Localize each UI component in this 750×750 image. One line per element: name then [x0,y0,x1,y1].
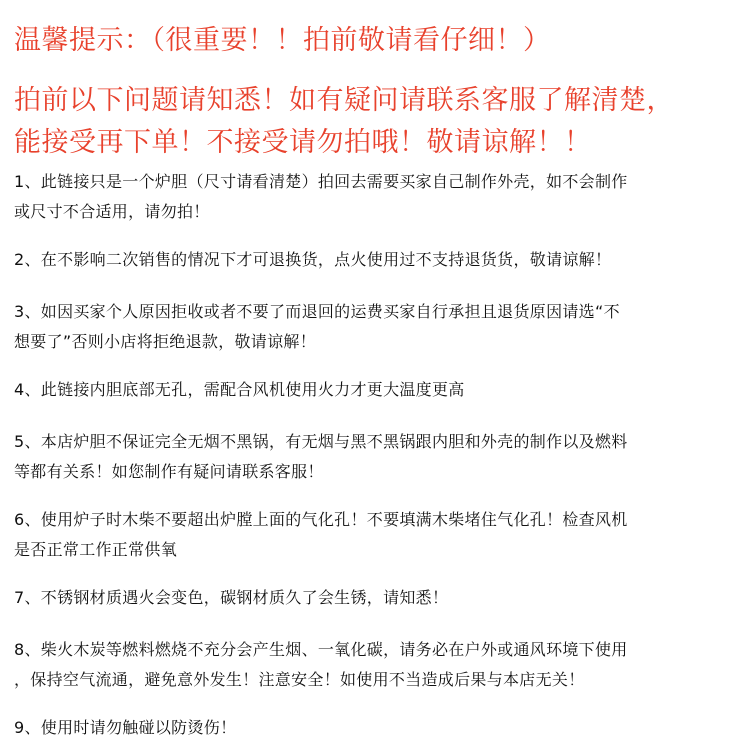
notice-item-2 [14,245,736,275]
notice-item-2-line-1: 2、在不影响二次销售的情况下才可退换货，点火使用过不支持退货货，敬请谅解！ [14,250,612,269]
notice-item-8-line-2: ，保持空气流通，避免意外发生！注意安全！如使用不当造成后果与本店无关！ [14,670,585,689]
notice-item-5-line-1: 5、本店炉胆不保证完全无烟不黑锅，有无烟与黑不黑锅跟内胆和外壳的制作以及燃料 [14,432,628,451]
notice-warning-line-2: 能接受再下单！不接受请勿拍哦！敬请谅解！！ [14,127,592,158]
notice-item-7 [14,583,736,613]
notice-item-5-line-2: 等都有关系！如您制作有疑问请联系客服！ [14,462,324,481]
notice-item-7-line-1: 7、不锈钢材质遇火会变色，碳钢材质久了会生锈，请知悉！ [14,588,449,607]
notice-item-6-line-2: 是否正常工作正常供氧 [14,540,178,559]
notice-item-1 [14,167,736,227]
notice-item-8 [14,635,736,695]
notice-item-1-line-2: 或尺寸不合适用，请勿拍！ [14,202,210,221]
notice-item-4-line-1: 4、此链接内胆底部无孔，需配合风机使用火力才更大温度更高 [14,380,465,399]
notice-item-9-line-1: 9、使用时请勿触碰以防烫伤！ [14,718,237,737]
notice-item-6-line-1: 6、使用炉子时木柴不要超出炉膛上面的气化孔！不要填满木柴堵住气化孔！检查风机 [14,510,628,529]
notice-item-6 [14,505,736,565]
notice-title: 温馨提示：（很重要！！拍前敬请看仔细！） [14,25,551,56]
notice-warning-line-1: 拍前以下问题请知悉！如有疑问请联系客服了解清楚， [14,85,674,116]
notice-item-8-line-1: 8、柴火木炭等燃料燃烧不充分会产生烟、一氧化碳，请务必在户外或通风环境下使用 [14,640,628,659]
notice-item-5 [14,427,736,487]
notice-item-4 [14,375,736,405]
notice-item-3-line-2: 想要了”否则小店将拒绝退款，敬请谅解！ [14,332,316,351]
notice-item-1-line-1: 1、此链接只是一个炉胆（尺寸请看清楚）拍回去需要买家自己制作外壳，如不会制作 [14,172,628,191]
notice-item-3-line-1: 3、如因买家个人原因拒收或者不要了而退回的运费买家自行承担且退货原因请选“不 [14,302,620,321]
notice-item-9 [14,713,736,743]
notice-item-3 [14,297,736,357]
